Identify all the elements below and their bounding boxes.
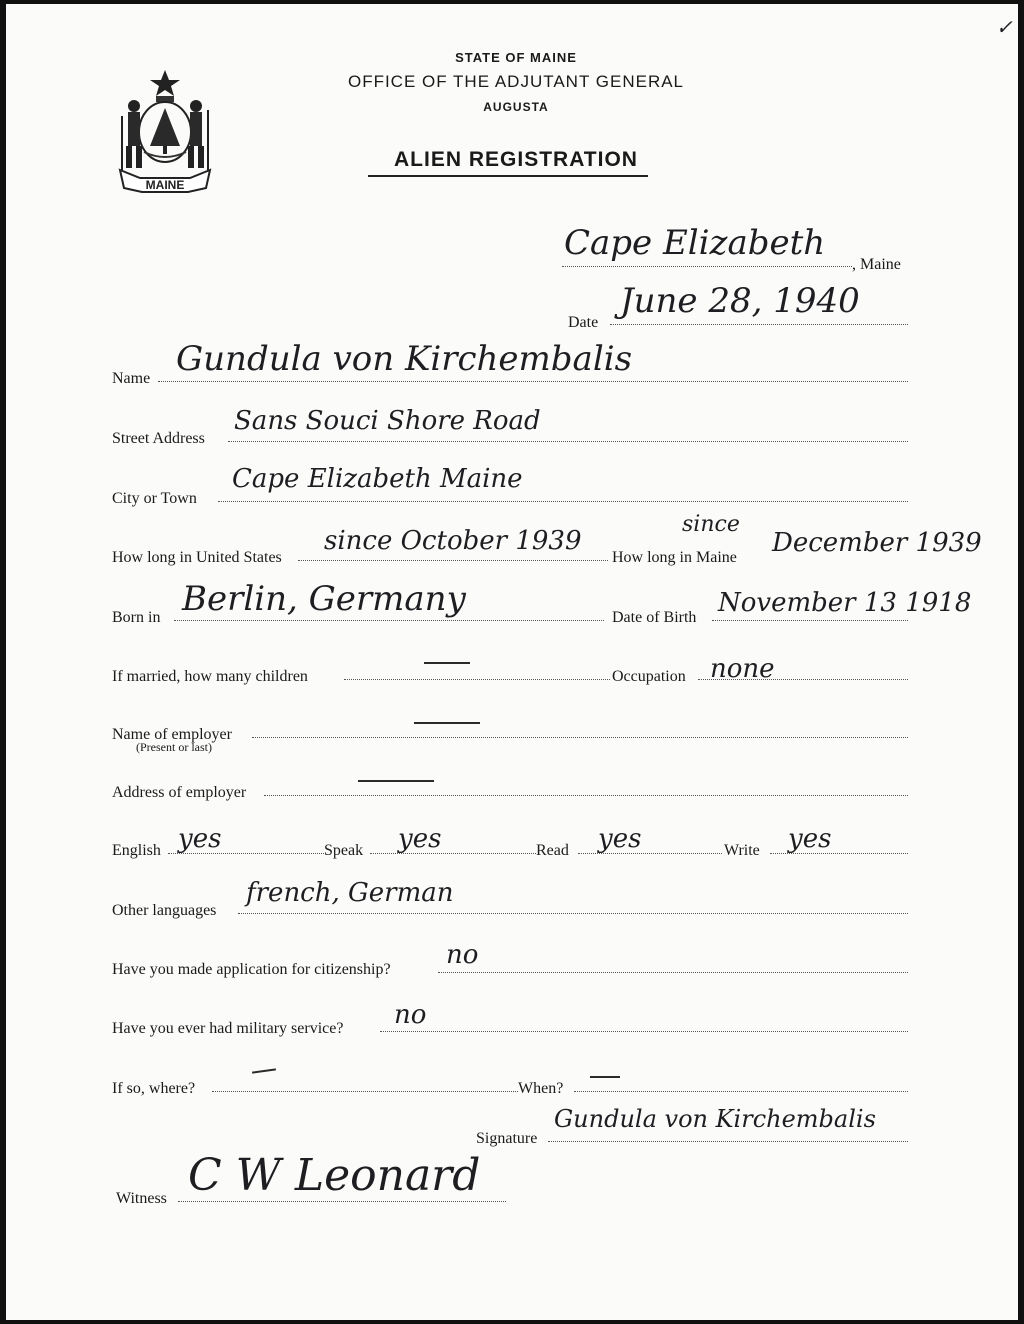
other-languages-value: french, German [246, 878, 454, 908]
maine-time-note: since [682, 512, 740, 537]
english-label: English [112, 842, 161, 859]
employer-address-label: Address of employer [112, 784, 247, 801]
city-value: Cape Elizabeth Maine [232, 464, 523, 494]
street-label: Street Address [112, 430, 205, 447]
occupation-label: Occupation [612, 668, 686, 685]
signature-label: Signature [476, 1130, 538, 1147]
location-suffix: , Maine [852, 256, 901, 273]
employer-line [252, 737, 908, 738]
citizenship-value: no [446, 940, 479, 970]
when-dash [590, 1076, 620, 1078]
when-label: When? [518, 1080, 564, 1097]
dob-label: Date of Birth [612, 609, 697, 626]
employer-label: Name of employer [112, 726, 232, 743]
header-city: AUGUSTA [483, 100, 549, 114]
city-line [218, 501, 908, 502]
read-value: yes [598, 824, 642, 854]
corner-check-mark: ✓ [996, 15, 1013, 39]
born-value: Berlin, Germany [182, 579, 466, 619]
children-label: If married, how many children [112, 668, 308, 685]
military-value: no [394, 1000, 427, 1030]
employer-sublabel: (Present or last) [136, 740, 212, 754]
signature-value: Gundula von Kirchembalis [554, 1105, 876, 1133]
citizenship-label: Have you made application for citizenship? [112, 961, 391, 978]
children-line [344, 679, 610, 680]
where-label: If so, where? [112, 1080, 196, 1097]
street-line [228, 441, 908, 442]
speak-label: Speak [324, 842, 364, 859]
read-label: Read [536, 842, 569, 859]
us-time-value: since October 1939 [324, 526, 582, 556]
speak-value: yes [398, 824, 442, 854]
when-line [574, 1091, 908, 1092]
military-label: Have you ever had military service? [112, 1020, 344, 1037]
name-value: Gundula von Kirchembalis [176, 339, 633, 379]
dob-value: November 13 1918 [718, 588, 972, 618]
employer-dash [414, 722, 480, 724]
maine-time-value: December 1939 [772, 528, 982, 558]
form-title: ALIEN REGISTRATION [394, 148, 638, 171]
witness-line [178, 1201, 506, 1202]
title-underline [368, 175, 648, 177]
header-office: OFFICE OF THE ADJUTANT GENERAL [347, 72, 685, 91]
write-value: yes [788, 824, 832, 854]
street-value: Sans Souci Shore Road [234, 406, 541, 436]
where-line [212, 1091, 518, 1092]
name-line [158, 381, 908, 382]
other-languages-line [238, 913, 908, 914]
date-value: June 28, 1940 [620, 281, 860, 321]
location-value: Cape Elizabeth [564, 223, 826, 263]
date-line [610, 324, 908, 325]
where-dash [252, 1068, 276, 1073]
military-line [380, 1031, 908, 1032]
signature-line [548, 1141, 908, 1142]
born-label: Born in [112, 609, 161, 626]
witness-label: Witness [116, 1190, 167, 1207]
registration-form [6, 4, 1018, 1320]
header-state: STATE OF MAINE [455, 50, 577, 65]
citizenship-line [438, 972, 908, 973]
location-line [562, 266, 852, 267]
name-label: Name [112, 370, 151, 387]
maine-state-seal-icon [110, 66, 220, 196]
maine-time-label: How long in Maine [612, 549, 737, 566]
speak-line [370, 853, 536, 854]
employer-address-line [264, 795, 908, 796]
employer-address-dash [358, 780, 434, 782]
write-label: Write [724, 842, 760, 859]
english-value: yes [178, 824, 222, 854]
date-label: Date [568, 314, 599, 331]
witness-value: C W Leonard [188, 1150, 481, 1201]
other-languages-label: Other languages [112, 902, 217, 919]
children-dash [424, 662, 470, 664]
us-time-line [298, 560, 608, 561]
dob-line [712, 620, 908, 621]
occupation-value: none [710, 654, 775, 684]
city-label: City or Town [112, 490, 197, 507]
seal-ribbon-text: MAINE [145, 178, 185, 192]
born-line [174, 620, 604, 621]
us-time-label: How long in United States [112, 549, 282, 566]
